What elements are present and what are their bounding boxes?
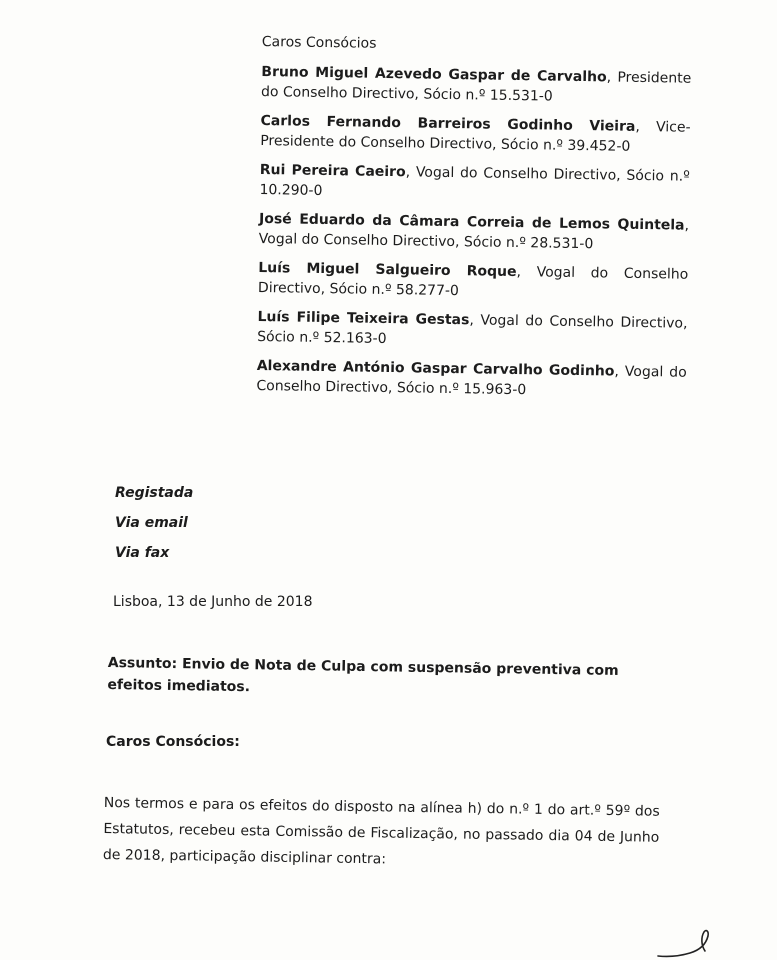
- member-role: , Vice-Presidente do Conselho Directivo, Sócio n.º 39.452-0: [260, 118, 691, 155]
- addressee-member: [258, 258, 689, 305]
- member-name: José Eduardo da Câmara Correia de Lemos Quintela: [258, 210, 685, 234]
- addressee-member: [260, 111, 691, 158]
- member-name: Carlos Fernando Barreiros Godinho Vieira: [260, 112, 636, 135]
- addressee-member: [259, 160, 690, 207]
- member-role: , Vogal do Conselho Directivo, Sócio n.º 10.290-0: [259, 164, 690, 199]
- member-name: Luís Filipe Teixeira Gestas: [257, 308, 470, 329]
- signature-mark: [654, 926, 714, 960]
- addressee-member: [256, 356, 687, 403]
- member-role: , Vogal do Conselho Directivo, Sócio n.º 52.163-0: [257, 312, 688, 347]
- member-role: , Vogal do Conselho Directivo, Sócio n.º 58.277-0: [257, 264, 689, 300]
- letter-date: Lisboa, 13 de Junho de 2018: [113, 594, 313, 610]
- delivery-method-list: [115, 478, 193, 568]
- delivery-email: Via email: [115, 515, 188, 531]
- letter-body-paragraph: Nos termos e para os efeitos do disposto na alínea h) do n.º 1 do art.º 59º dos Estatutos, recebeu esta Comissão de Fiscalização, no passado dia 04 de Junho de 2018, participação disciplinar contra:: [102, 794, 660, 868]
- member-role: , Presidente do Conselho Directivo, Sócio n.º 15.531-0: [260, 69, 692, 105]
- addressee-block: [256, 32, 692, 412]
- member-name: Alexandre António Gaspar Carvalho Godinho: [256, 357, 615, 380]
- addressee-member: [259, 209, 690, 256]
- letter-subject: Assunto: Envio de Nota de Culpa com suspensão preventiva com efeitos imediatos.: [107, 654, 619, 696]
- addressee-greeting: Caros Consócios: [261, 33, 377, 52]
- letter-salutation: Caros Consócios:: [106, 734, 240, 750]
- delivery-registered: Registada: [115, 485, 194, 501]
- member-name: Bruno Miguel Azevedo Gaspar de Carvalho: [261, 63, 607, 86]
- member-role: , Vogal do Conselho Directivo, Sócio n.º 28.531-0: [258, 217, 690, 253]
- delivery-fax: Via fax: [115, 545, 170, 561]
- member-name: Rui Pereira Caeiro: [259, 161, 406, 181]
- member-role: , Vogal do Conselho Directivo, Sócio n.º 15.963-0: [256, 363, 687, 399]
- addressee-member: [257, 307, 688, 354]
- member-name: Luís Miguel Salgueiro Roque: [258, 259, 517, 281]
- addressee-member: [261, 62, 692, 109]
